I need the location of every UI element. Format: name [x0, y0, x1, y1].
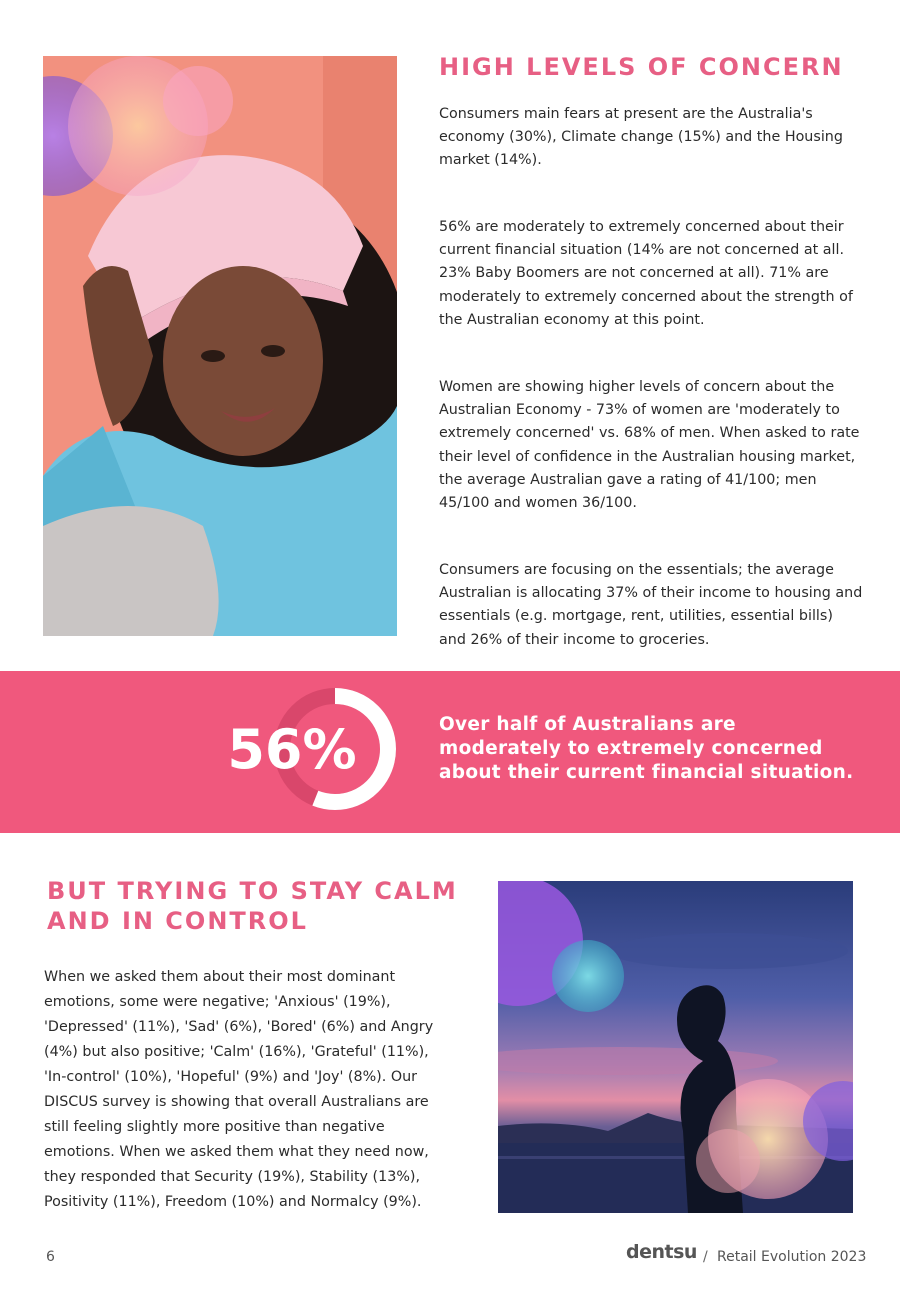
paragraph-financial-concern: 56% are moderately to extremely concerned about their current financial situation (14% are not concerned at all. 23% Baby Boomers are not concerned at all). 71% are moderately to extremely concerned about the strength of the Australian economy at this point. — [439, 219, 853, 328]
photo-silhouette-illustration — [498, 881, 853, 1213]
paragraph-emotions: When we asked them about their most dominant emotions, some were negative; 'Anxious' (19%), 'Depressed' (11%), 'Sad' (6%), 'Bored' (6%) and Angry (4%) but also positive; 'Calm' (16%), 'Grateful' (11%), 'In-control' (10%), 'Hopeful' (9%) and 'Joy' (8%). Our DISCUS survey is showing that overall Australians are still feeling slightly more positive than negative emotions. When we asked them what they need now, they responded that Security (19%), Stability (13%), Positivity (11%), Freedom (10%) and Normalcy (9%). — [44, 969, 434, 1210]
paragraph-essentials: Consumers are focusing on the essentials; the average Australian is allocating 37% of their income to housing and essentials (e.g. mortgage, rent, utilities, essential bills) and 26% of their income to groceries. — [439, 562, 863, 648]
stat-number: 56% — [227, 718, 357, 781]
section-heading-concern: HIGH LEVELS OF CONCERN — [439, 53, 844, 81]
page-number: 6 — [46, 1249, 55, 1265]
footer-separator: / — [703, 1249, 708, 1265]
paragraph-women-concern: Women are showing higher levels of concern about the Australian Economy - 73% of women are 'moderately to extremely concerned' vs. 68% of men. When asked to rate their level of confidence in the Australian housing market, the average Australian gave a rating of 41/100; men 45/100 and women 36/100. — [439, 379, 860, 512]
photo-silhouette-sunset — [498, 881, 853, 1213]
paragraph-main-fears: Consumers main fears at present are the Australia's economy (30%), Climate change (15%) and the Housing market (14%). — [439, 106, 843, 169]
section-heading-calm: BUT TRYING TO STAY CALM AND IN CONTROL — [47, 877, 458, 935]
brand-logo: dentsu — [626, 1241, 697, 1263]
photo-woman-illustration — [43, 56, 397, 636]
stat-description: Over half of Australians are moderately to extremely concerned about their current financial situation. — [439, 714, 854, 783]
footer-publication: Retail Evolution 2023 — [717, 1249, 867, 1265]
photo-woman-beanie — [43, 56, 397, 636]
